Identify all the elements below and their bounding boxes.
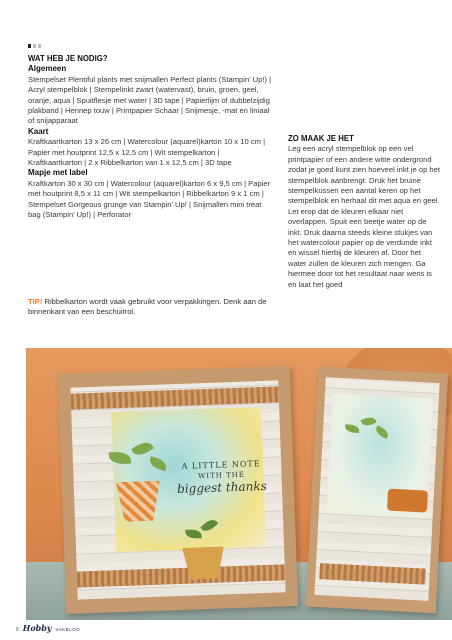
- tip-box: [28, 297, 278, 318]
- folder-text: Kraftkarton 30 x 30 cm | Watercolour (aquarel)karton 6 x 9,5 cm | Papier met houtprint 8,5 x 11 cm | Wit stempelkarton | Ribbelkarton 9 x 1 cm | Stempelset Gorgeous grunge van Stampin’ Up! | Snijmallen mini treat bag (Stampin’ Up!) | Perforator: [28, 178, 271, 220]
- thank-you-card: [58, 366, 298, 614]
- materials-column: [28, 54, 272, 221]
- materials-title: WAT HEB JE NODIG?: [28, 54, 108, 63]
- folder-heading: Mapje met label: [28, 168, 88, 178]
- magazine-logo: Hobby: [22, 623, 52, 633]
- craft-photo: [26, 348, 452, 620]
- sentiment-line-3: biggest thanks: [176, 478, 267, 497]
- card-text: Kraftkaartkarton 13 x 26 cm | Watercolour (aquarel)karton 10 x 10 cm | Papier met houtprint 12,5 x 12,5 cm | Wit stempelkarton | Kraftkaartkarton | 2 x Ribbelkarton van 1 x 12,5 cm | 3D tape: [28, 137, 266, 168]
- sentiment-line-1: A LITTLE NOTE: [181, 459, 261, 471]
- page-number: 8: [16, 627, 19, 633]
- general-heading: Algemeen: [28, 64, 67, 74]
- card-sentiment: [161, 458, 282, 496]
- instructions-text: Leg een acryl stempelblok op een vel printpapier of een andere witte ondergrond zodat je goed kunt zien hoeveel inkt je op het stempelblok aanbrengt. Druk het bruine stempelkussen een aantal keren op het stempelblok en herhaal dit met aqua en geel. Let erop dat de kleuren elkaar niet overlappen. Spuit een beetje water op de inkt. Druk daarna steeds kleine stukjes van het watercolour papier op de verdunde inkt en wissel hierbij de kleuren af. Door het water zullen de kleuren zich mengen. Ga hiermee door tot het resultaat naar wens is en laat het goed: [288, 144, 440, 289]
- second-card: [306, 367, 448, 613]
- tip-label: TIP!: [28, 297, 43, 306]
- page-footer: [16, 623, 80, 633]
- tip-text: Ribbelkarton wordt vaak gebruikt voor verpakkingen. Denk aan de binnenkant van een beschuitrol.: [28, 297, 267, 317]
- instructions-column: [288, 134, 440, 290]
- sentiment-line-2: WITH THE: [197, 470, 246, 481]
- magazine-logo-suffix: VAKBLOG: [55, 627, 81, 632]
- pot-icon: [387, 489, 428, 513]
- section-marker: [28, 44, 41, 48]
- card-heading: Kaart: [28, 126, 49, 136]
- general-text: Stempelset Plentiful plants met snijmallen Perfect plants (Stampin’ Up!) | Acryl stempelblok | Stempelinkt zwart (watervast), bruin, groen, geel, oranje, aqua | Spuitflesje met water | 3D tape | Papierlijm of dubbelzijdig plakband | Hennep touw | Printpapier Schaar | Snijmesje, -mat en liniaal of snijapparaat: [28, 74, 272, 126]
- instructions-title: ZO MAAK JE HET: [288, 134, 354, 143]
